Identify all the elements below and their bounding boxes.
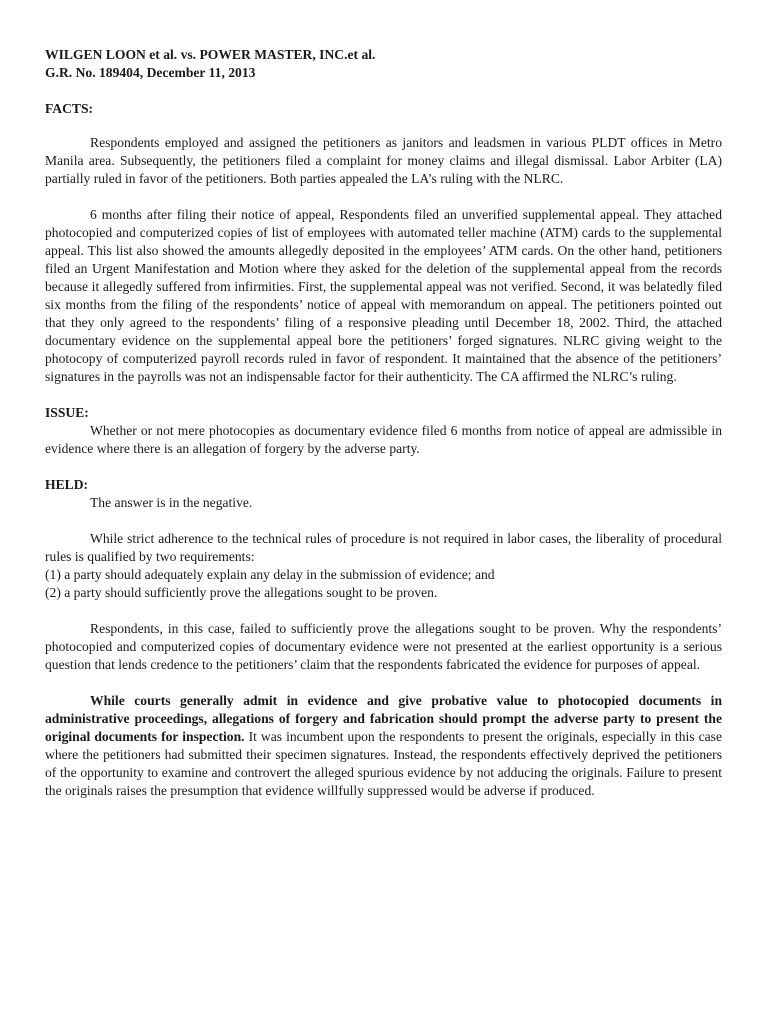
- facts-heading: FACTS:: [45, 101, 94, 116]
- held-paragraph-1: While strict adherence to the technical rules of procedure is not required in labor cases, the liberality of procedural rules is qualified by two requirements:: [45, 531, 722, 564]
- requirement-item-1: (1) a party should adequately explain any delay in the submission of evidence; and: [45, 567, 495, 582]
- held-paragraph-2: Respondents, in this case, failed to sufficiently prove the allegations sought to be proven. Why the respondents’ photocopied and computerized copies of documentary evidence were not presented at the earliest opportunity is a serious question that lends credence to the petitioners’ claim that the respondents fabricated the evidence for purposes of appeal.: [45, 621, 722, 672]
- facts-paragraph-1: Respondents employed and assigned the petitioners as janitors and leadsmen in various PLDT offices in Metro Manila area. Subsequently, the petitioners filed a complaint for money claims and illegal dismissal. Labor Arbiter (LA) partially ruled in favor of the petitioners. Both parties appealed the LA’s ruling with the NLRC.: [45, 135, 722, 186]
- gr-number: G.R. No. 189404, December 11, 2013: [45, 65, 256, 80]
- document-page: [45, 46, 722, 800]
- case-title: WILGEN LOON et al. vs. POWER MASTER, INC.et al.: [45, 47, 376, 62]
- issue-paragraph: Whether or not mere photocopies as documentary evidence filed 6 months from notice of appeal are admissible in evidence where there is an allegation of forgery by the adverse party.: [45, 423, 722, 456]
- held-paragraph-3: [45, 692, 722, 800]
- facts-paragraph-2: 6 months after filing their notice of appeal, Respondents filed an unverified supplemental appeal. They attached photocopied and computerized copies of list of employees with automated teller machine (ATM) cards to the supplemental appeal. This list also showed the amounts allegedly deposited in the employees’ ATM cards. On the other hand, petitioners filed an Urgent Manifestation and Motion where they asked for the deletion of the supplemental appeal from the records because it allegedly suffered from infirmities. First, the supplemental appeal was not verified. Second, it was belatedly filed six months from the filing of the respondents’ notice of appeal with memorandum on appeal. The petitioners pointed out that they only agreed to the respondents’ filing of a responsive pleading until December 18, 2002. Third, the attached documentary evidence on the supplemental appeal bore the petitioners’ forged signatures. NLRC giving weight to the photocopy of computerized payroll records ruled in favor of respondent. It maintained that the absence of the petitioners’ signatures in the payrolls was not an indispensable factor for their authenticity. The CA affirmed the NLRC’s ruling.: [45, 207, 722, 384]
- held-answer: The answer is in the negative.: [90, 495, 253, 510]
- held-heading: HELD:: [45, 477, 89, 492]
- held-paragraph-3-rest: It was incumbent upon the respondents to present the originals, especially in this case where the petitioners had submitted their specimen signatures. Instead, the respondents effectively deprived the petitioners of the opportunity to examine and controvert the alleged spurious evidence by not adducing the originals. Failure to present the originals raises the presumption that evidence willfully suppressed would be adverse if produced.: [45, 729, 722, 798]
- requirement-item-2: (2) a party should sufficiently prove the allegations sought to be proven.: [45, 585, 438, 600]
- issue-heading: ISSUE:: [45, 405, 89, 420]
- held-paragraph-3-bold: While courts generally admit in evidence and give probative value to photocopied documents in administrative proceedings, allegations of forgery and fabrication should prompt the adverse party to present the original documents for inspection.: [45, 693, 722, 744]
